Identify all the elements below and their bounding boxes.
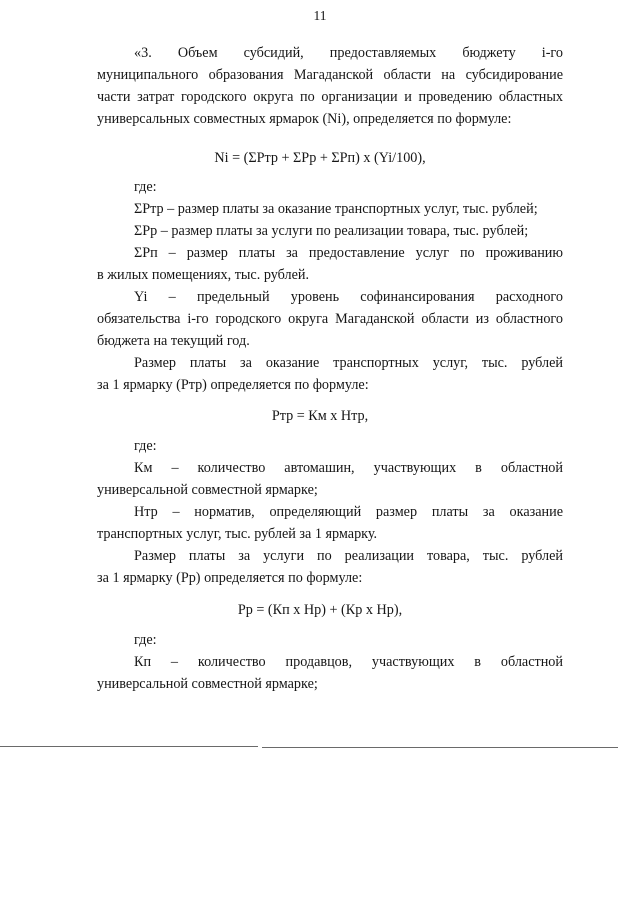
definition-line: ΣРтр – размер платы за оказание транспортных услуг, тыс. рублей; — [134, 201, 538, 217]
paragraph-line: Размер платы за услуги по реализации товара, тыс. рублей — [134, 548, 563, 564]
definition-line: универсальной совместной ярмарке; — [97, 482, 318, 498]
definition-line: в жилых помещениях, тыс. рублей. — [97, 267, 310, 283]
scan-rule-left — [0, 746, 258, 747]
paragraph-line: за 1 ярмарку (Ртр) определяется по формуле: — [97, 377, 369, 393]
paragraph-line: «3. Объем субсидий, предоставляемых бюджету i-го — [134, 45, 563, 61]
definition-line: Нтр – норматив, определяющий размер платы за оказание — [134, 504, 563, 520]
where-label: где: — [134, 179, 157, 195]
where-label: где: — [134, 438, 157, 454]
definition-line: универсальной совместной ярмарке; — [97, 676, 318, 692]
definition-line: бюджета на текущий год. — [97, 333, 250, 349]
paragraph-line: универсальных совместных ярмарок (Ni), определяется по формуле: — [97, 111, 512, 127]
paragraph-line: части затрат городского округа по организации и проведению областных — [97, 89, 563, 105]
definition-line: Кп – количество продавцов, участвующих в областной — [134, 654, 563, 670]
formula-rtr: Ртр = Км х Нтр, — [271, 408, 369, 424]
definition-line: ΣРр – размер платы за услуги по реализации товара, тыс. рублей; — [134, 223, 529, 239]
definition-line: обязательства i-го городского округа Магаданской области из областного — [97, 311, 563, 327]
paragraph-line: за 1 ярмарку (Рр) определяется по формуле: — [97, 570, 363, 586]
definition-line: транспортных услуг, тыс. рублей за 1 ярмарку. — [97, 526, 378, 542]
formula-ni: Ni = (ΣРтр + ΣРр + ΣРп) x (Yi/100), — [214, 150, 426, 166]
paragraph-line: муниципального образования Магаданской области на субсидирование — [97, 67, 563, 83]
formula-rr: Рр = (Кп х Нр) + (Кр х Нр), — [237, 602, 403, 618]
page-number: 11 — [313, 8, 327, 23]
definition-line: ΣРп – размер платы за предоставление услуг по проживанию — [134, 245, 563, 261]
definition-line: Км – количество автомашин, участвующих в областной — [134, 460, 563, 476]
definition-line: Yi – предельный уровень софинансирования расходного — [134, 289, 563, 305]
where-label: где: — [134, 632, 157, 648]
paragraph-line: Размер платы за оказание транспортных услуг, тыс. рублей — [134, 355, 563, 371]
scan-rule-right — [262, 747, 618, 748]
